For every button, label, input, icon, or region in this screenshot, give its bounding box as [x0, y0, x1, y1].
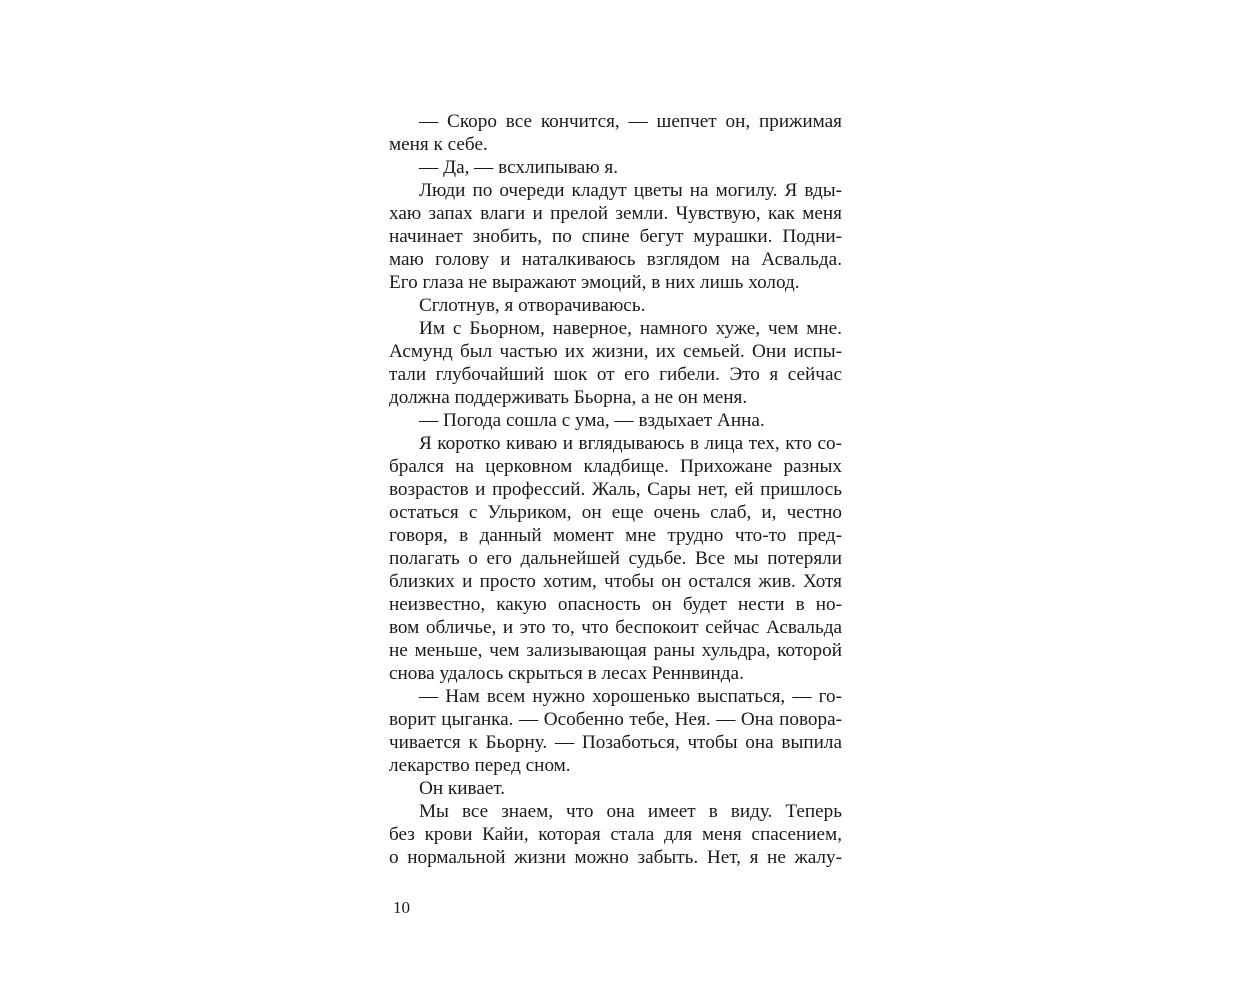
text-line: начинает знобить, по спине бегут мурашки. Подни-	[389, 226, 842, 247]
text-line: лекарство перед сном.	[389, 755, 571, 776]
text-line: близких и просто хотим, чтобы он остался жив. Хотя	[389, 571, 842, 592]
text-line: о нормальной жизни можно забыть. Нет, я не жалу-	[389, 847, 842, 868]
text-line: говоря, в данный момент мне трудно что-то пред-	[389, 525, 842, 546]
text-line: меня к себе.	[389, 134, 488, 155]
text-line: Его глаза не выражают эмоций, в них лишь холод.	[389, 272, 800, 293]
text-line: Сглотнув, я отворачиваюсь.	[419, 295, 646, 316]
page-body-text	[389, 110, 842, 869]
text-line: Им с Бьорном, наверное, намного хуже, чем мне.	[419, 318, 842, 339]
text-line: Люди по очереди кладут цветы на могилу. Я вды-	[419, 180, 842, 201]
text-line: Я коротко киваю и вглядываюсь в лица тех, кто со-	[419, 433, 842, 454]
text-line: не меньше, чем зализывающая раны хульдра, которой	[389, 640, 842, 661]
text-line: — Да, — всхлипываю я.	[419, 157, 619, 178]
text-line: Мы все знаем, что она имеет в виду. Теперь	[419, 801, 842, 822]
text-line: чивается к Бьорну. — Позаботься, чтобы она выпила	[389, 732, 842, 753]
text-line: Он кивает.	[419, 778, 506, 799]
text-line: — Скоро все кончится, — шепчет он, прижимая	[419, 111, 842, 132]
text-line: снова удалось скрыться в лесах Реннвинда.	[389, 663, 744, 684]
text-line: неизвестно, какую опасность он будет нести в но-	[389, 594, 842, 615]
text-line: вом обличье, и это то, что беспокоит сейчас Асвальда	[389, 617, 842, 638]
text-line: хаю запах влаги и прелой земли. Чувствую, как меня	[389, 203, 842, 224]
text-line: без крови Кайи, которая стала для меня спасением,	[389, 824, 842, 845]
text-line: Асмунд был частью их жизни, их семьей. Они испы-	[389, 341, 842, 362]
text-line: — Погода сошла с ума, — вздыхает Анна.	[419, 410, 765, 431]
text-line: полагать о его дальнейшей судьбе. Все мы потеряли	[389, 548, 842, 569]
text-line: остаться с Ульриком, он еще очень слаб, и, честно	[389, 502, 842, 523]
text-line: ворит цыганка. — Особенно тебе, Нея. — Она повора-	[389, 709, 842, 730]
page-number: 10	[393, 898, 410, 917]
text-line: брался на церковном кладбище. Прихожане разных	[389, 456, 842, 477]
text-line: должна поддерживать Бьорна, а не он меня.	[389, 387, 748, 408]
text-line: возрастов и профессий. Жаль, Сары нет, ей пришлось	[389, 479, 842, 500]
text-line: маю голову и наталкиваюсь взглядом на Асвальда.	[389, 249, 842, 270]
text-line: тали глубочайший шок от его гибели. Это я сейчас	[389, 364, 842, 385]
text-line: — Нам всем нужно хорошенько выспаться, — го-	[419, 686, 842, 707]
